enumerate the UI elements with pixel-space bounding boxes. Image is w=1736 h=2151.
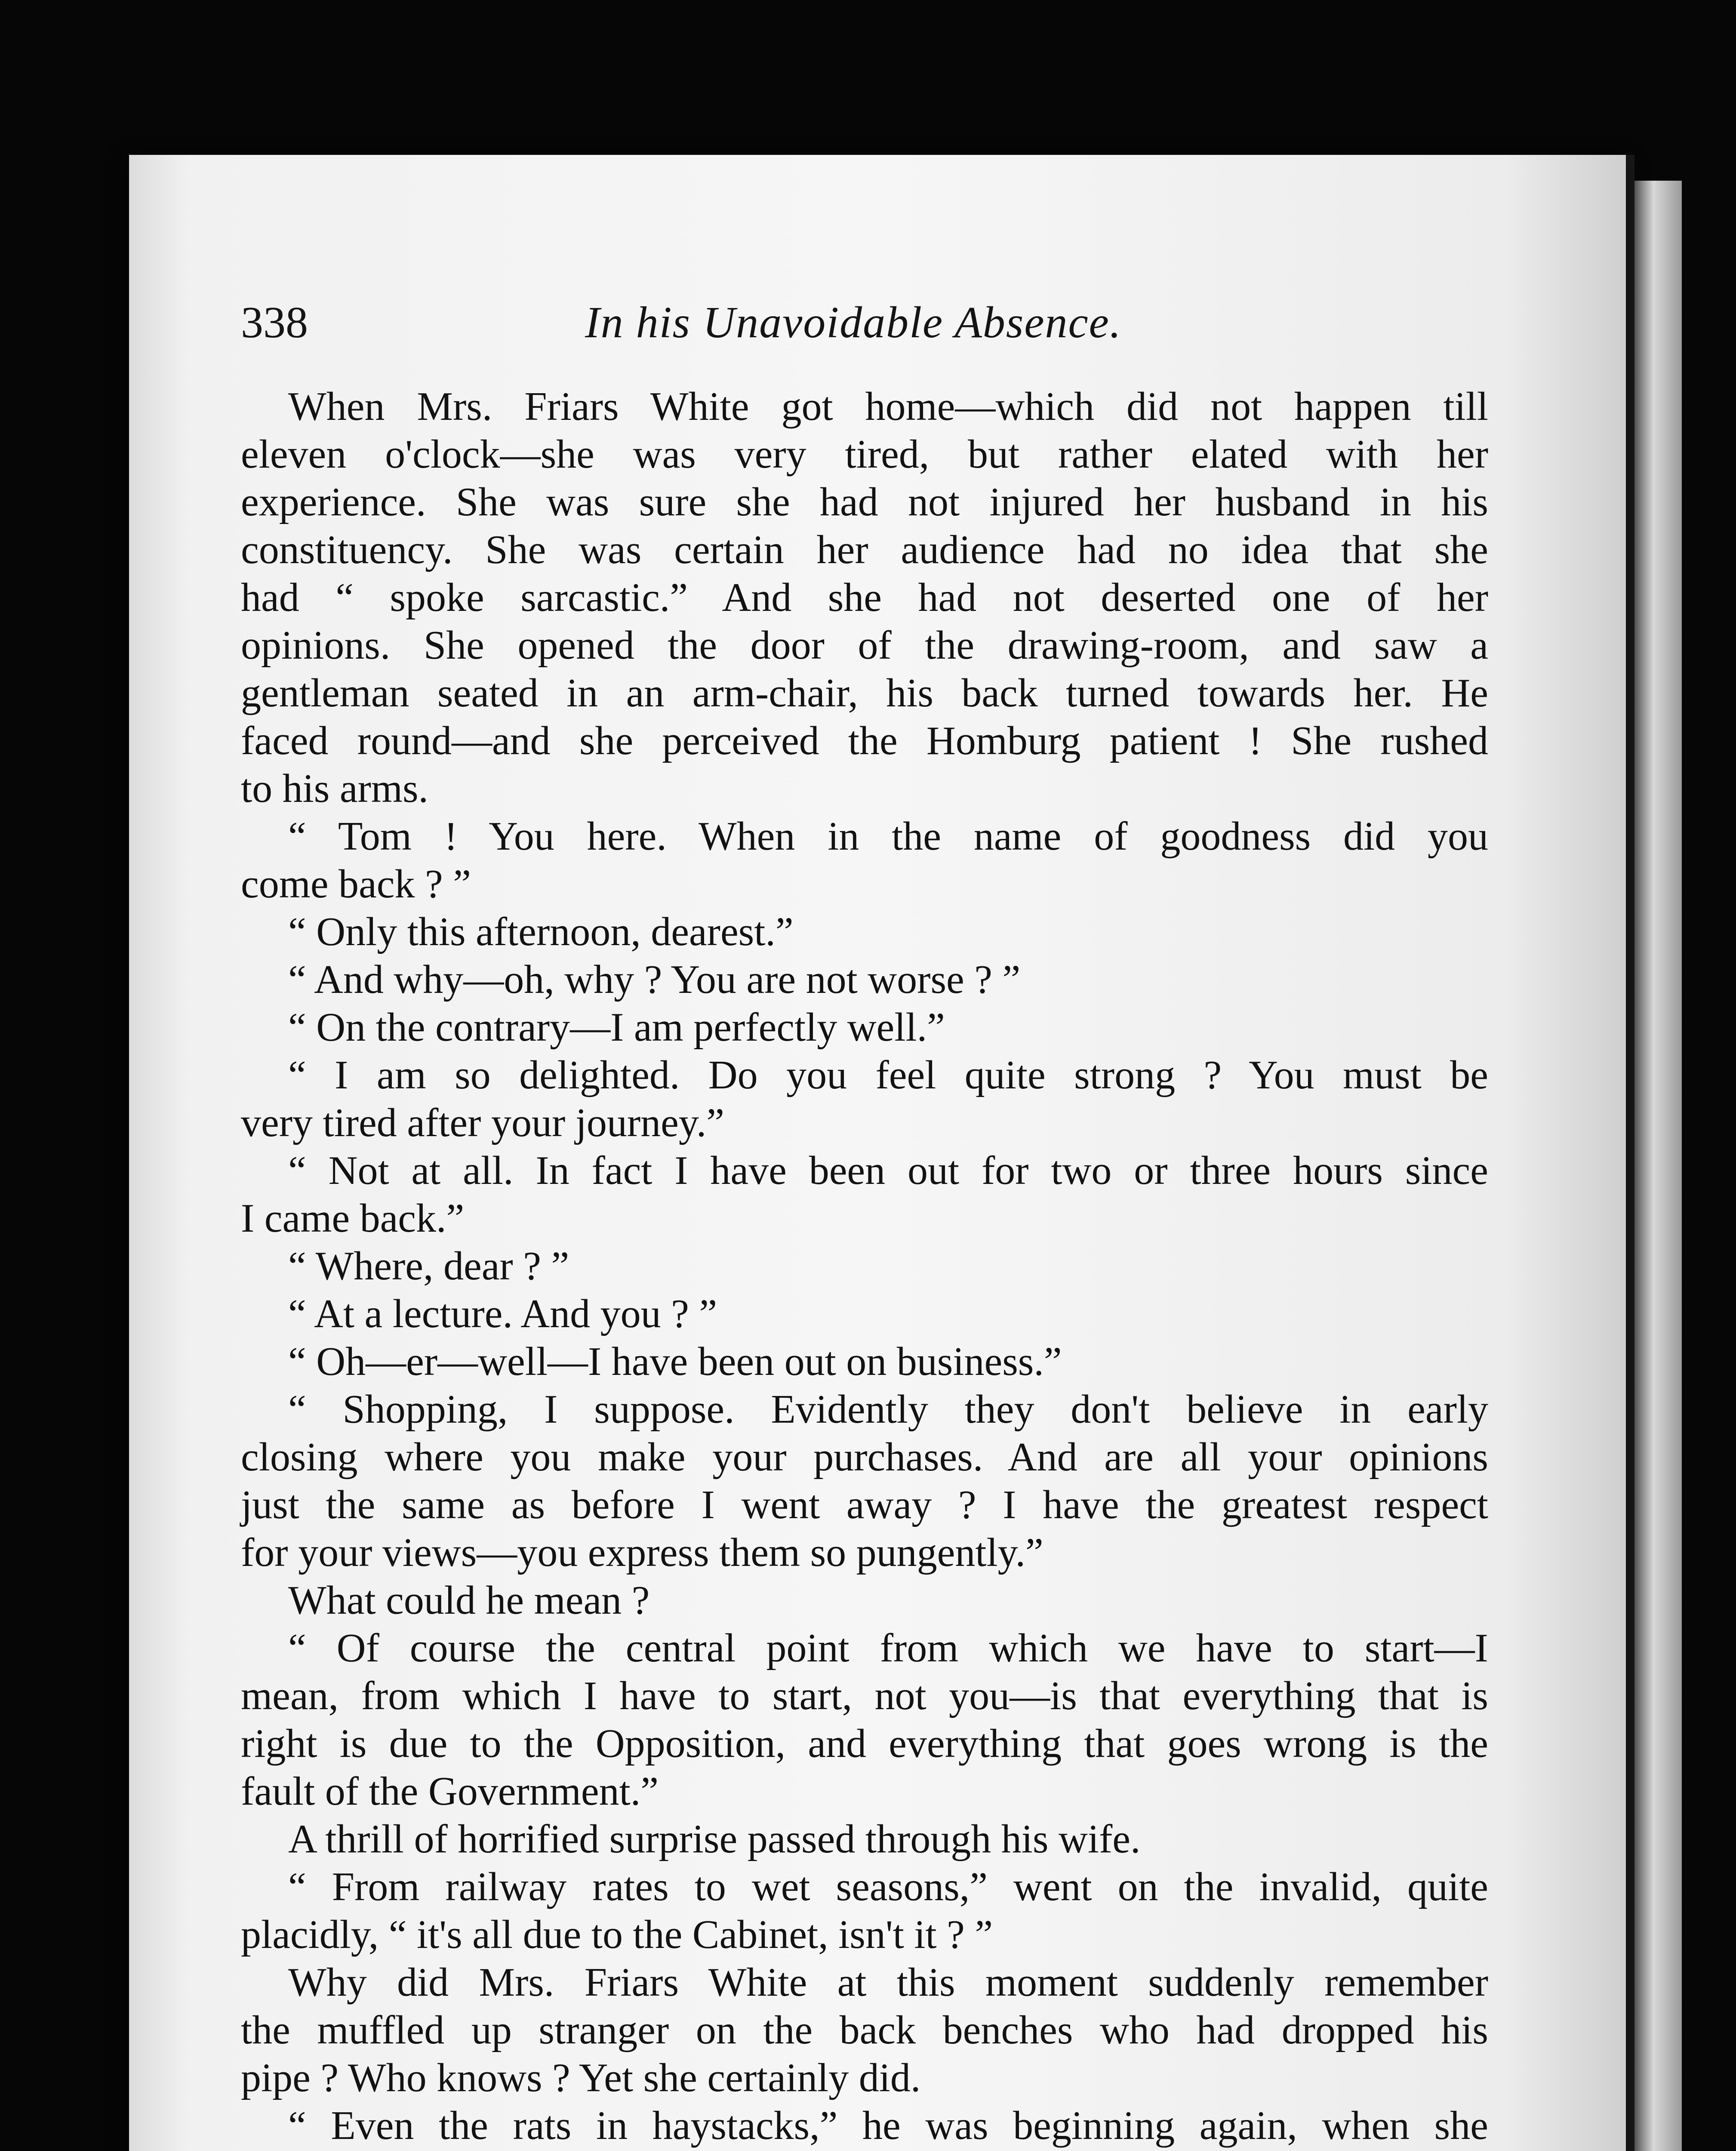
- text-line: right is due to the Opposition, and everything that goes wrong is the: [241, 1721, 1488, 1766]
- page-number: 338: [241, 298, 308, 347]
- text-line: pipe ? Who knows ? Yet she certainly did.: [241, 2055, 921, 2100]
- text-line: closing where you make your purchases. And are all your opinions: [241, 1435, 1488, 1479]
- text-line: “ And why—oh, why ? You are not worse ? ”: [288, 957, 1021, 1002]
- text-line: “ Tom ! You here. When in the name of goodness did you: [288, 814, 1488, 859]
- text-line: “ I am so delighted. Do you feel quite strong ? You must be: [288, 1053, 1488, 1097]
- text-line: had “ spoke sarcastic.” And she had not deserted one of her: [241, 575, 1488, 620]
- text-line: to his arms.: [241, 766, 429, 811]
- text-line: “ Shopping, I suppose. Evidently they don't believe in early: [288, 1387, 1488, 1432]
- text-line: mean, from which I have to start, not you—is that everything that is: [241, 1673, 1488, 1718]
- text-line: very tired after your journey.”: [241, 1100, 725, 1145]
- text-line: just the same as before I went away ? I have the greatest respect: [241, 1482, 1488, 1527]
- text-line: “ Not at all. In fact I have been out for two or three hours since: [288, 1148, 1488, 1193]
- text-line: “ Even the rats in haystacks,” he was beginning again, when she: [288, 2103, 1488, 2148]
- text-line: What could he mean ?: [288, 1578, 650, 1623]
- text-line: “ Only this afternoon, dearest.”: [288, 909, 794, 954]
- text-line: opinions. She opened the door of the drawing-room, and saw a: [241, 623, 1488, 668]
- page-header: [241, 297, 1488, 357]
- text-line: fault of the Government.”: [241, 1769, 659, 1814]
- text-line: experience. She was sure she had not injured her husband in his: [241, 480, 1488, 524]
- next-page-edge: [1634, 181, 1682, 2151]
- text-line: for your views—you express them so pungently.”: [241, 1530, 1043, 1575]
- text-line: “ Oh—er—well—I have been out on business.”: [288, 1339, 1062, 1384]
- running-title: In his Unavoidable Absence.: [585, 298, 1122, 347]
- story-text: [241, 383, 1488, 2151]
- text-line: I came back.”: [241, 1196, 465, 1241]
- text-line: come back ? ”: [241, 862, 471, 906]
- text-line: Why did Mrs. Friars White at this moment suddenly remember: [288, 1960, 1488, 2005]
- text-line: “ Where, dear ? ”: [288, 1244, 569, 1288]
- text-line: “ At a lecture. And you ? ”: [288, 1291, 717, 1336]
- text-line: gentleman seated in an arm-chair, his back turned towards her. He: [241, 671, 1488, 715]
- text-line: placidly, “ it's all due to the Cabinet, isn't it ? ”: [241, 1912, 993, 1957]
- text-line: When Mrs. Friars White got home—which did not happen till: [288, 384, 1488, 429]
- text-line: A thrill of horrified surprise passed through his wife.: [288, 1817, 1141, 1861]
- text-line: “ Of course the central point from which we have to start—I: [288, 1626, 1488, 1670]
- text-line: “ On the contrary—I am perfectly well.”: [288, 1005, 945, 1050]
- text-line: “ From railway rates to wet seasons,” went on the invalid, quite: [288, 1864, 1488, 1909]
- text-line: eleven o'clock—she was very tired, but rather elated with her: [241, 432, 1488, 477]
- text-line: constituency. She was certain her audience had no idea that she: [241, 527, 1488, 572]
- text-line: the muffled up stranger on the back benches who had dropped his: [241, 2008, 1488, 2052]
- text-line: faced round—and she perceived the Homburg patient ! She rushed: [241, 718, 1488, 763]
